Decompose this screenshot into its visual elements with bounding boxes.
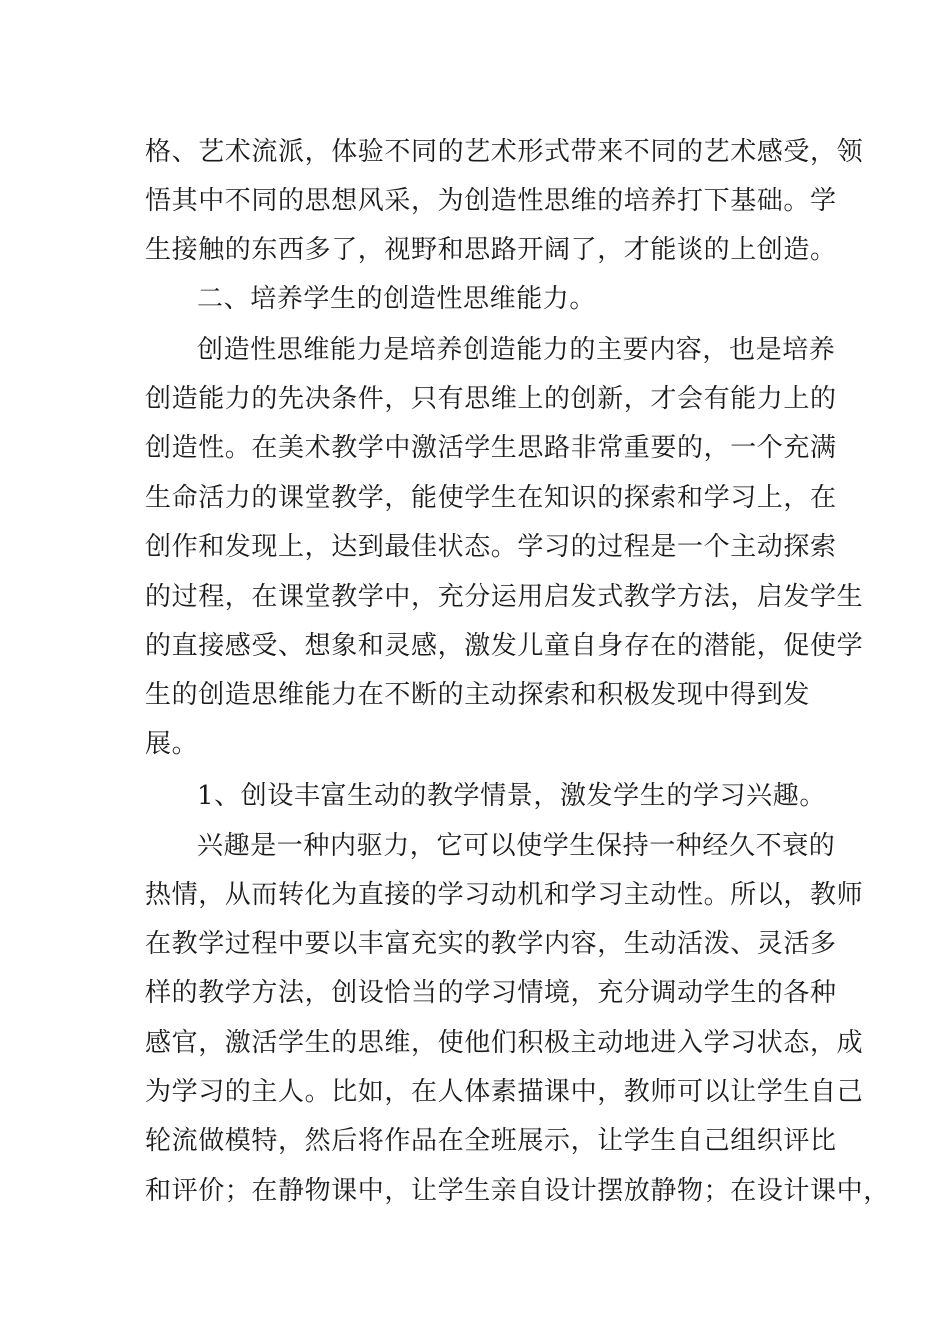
section-heading: 二、培养学生的创造性思维能力。 <box>197 284 597 314</box>
text-line: 创作和发现上，达到最佳状态。学习的过程是一个主动探索 <box>145 532 837 562</box>
text-line: 悟其中不同的思想风采，为创造性思维的培养打下基础。学 <box>145 186 837 216</box>
text-line: 热情，从而转化为直接的学习动机和学习主动性。所以，教师 <box>145 880 864 910</box>
text-line: 展。 <box>145 729 199 759</box>
text-line: 为学习的主人。比如，在人体素描课中，教师可以让学生自己 <box>145 1077 864 1107</box>
text-line: 的直接感受、想象和灵感，激发儿童自身存在的潜能，促使学 <box>145 631 864 661</box>
text-line: 生接触的东西多了，视野和思路开阔了，才能谈的上创造。 <box>145 235 837 265</box>
text-line: 生的创造思维能力在不断的主动探索和积极发现中得到发 <box>145 680 811 710</box>
text-line: 的过程，在课堂教学中，充分运用启发式教学方法，启发学生 <box>145 582 864 612</box>
text-line: 在教学过程中要以丰富充实的教学内容，生动活泼、灵活多 <box>145 929 837 959</box>
text-line: 格、艺术流派，体验不同的艺术形式带来不同的艺术感受，领 <box>145 137 864 167</box>
text-line: 生命活力的课堂教学，能使学生在知识的探索和学习上，在 <box>145 483 837 513</box>
text-line: 创造性思维能力是培养创造能力的主要内容，也是培养 <box>197 335 836 365</box>
text-line: 样的教学方法，创设恰当的学习情境，充分调动学生的各种 <box>145 978 837 1008</box>
text-line: 感官，激活学生的思维，使他们积极主动地进入学习状态，成 <box>145 1028 864 1058</box>
text-line: 创造能力的先决条件，只有思维上的创新，才会有能力上的 <box>145 384 837 414</box>
text-line: 兴趣是一种内驱力，它可以使学生保持一种经久不衰的 <box>197 831 836 861</box>
text-line: 和评价；在静物课中，让学生亲自设计摆放静物；在设计课中， <box>145 1176 890 1206</box>
text-line: 轮流做模特，然后将作品在全班展示，让学生自己组织评比 <box>145 1126 837 1156</box>
subsection-heading: 1、创设丰富生动的教学情景，激发学生的学习兴趣。 <box>197 781 826 811</box>
text-line: 创造性。在美术教学中激活学生思路非常重要的，一个充满 <box>145 433 837 463</box>
